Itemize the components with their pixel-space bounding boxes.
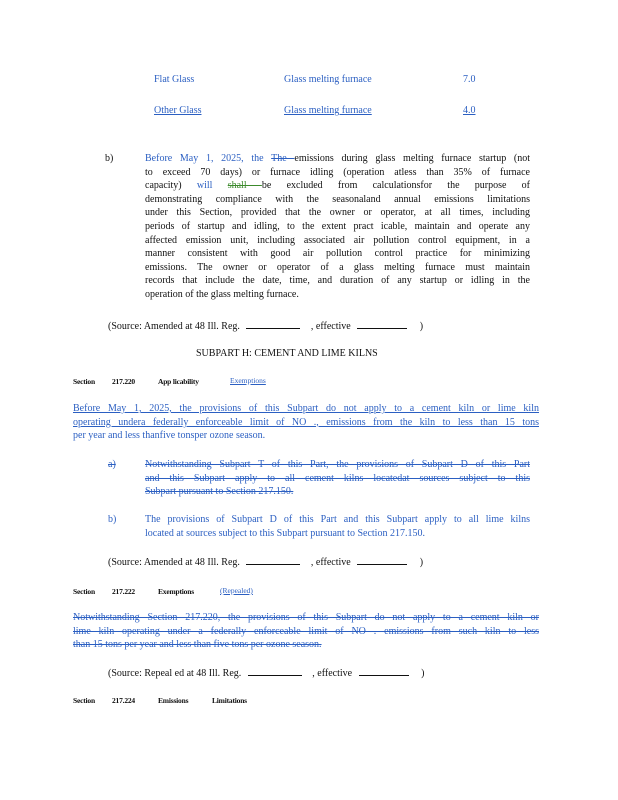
para-b-line	[145, 234, 530, 248]
para-b-line	[145, 288, 530, 302]
source-note-1-close: )	[419, 321, 424, 332]
item-a-paragraph	[145, 458, 530, 499]
para-220-line-3: per year and less thanfive tonsper ozone season.	[73, 430, 266, 442]
table-row-2-process: Glass melting furnace	[284, 105, 372, 116]
para-b-marker: b)	[105, 153, 114, 164]
section-220-number: 217.220	[112, 377, 135, 386]
source-note-3	[108, 666, 424, 681]
para-222-line-2: lime kiln operating under a federally enforceable limit of NO . emissions from such kiln to less	[73, 625, 539, 637]
para-b-line	[145, 179, 530, 193]
source-note-1-date-blank	[357, 319, 407, 329]
para-220-line-2: operating undera federally enforceable limit of NO ., emissions from the kiln to less than 15 tons	[73, 416, 539, 428]
para-220-line-1: Before May 1, 2025, the provisions of this Subpart do not apply to a cement kiln or lime kiln	[73, 403, 539, 414]
table-row-1-category: Flat Glass	[154, 74, 195, 85]
para-222-line-1: Notwithstanding Section 217.220, the provisions of this Subpart do not apply to a cement kiln or	[73, 612, 539, 623]
source-note-2	[108, 555, 423, 570]
table-row-2-category: Other Glass	[154, 105, 202, 116]
para-b-run: capacity)	[145, 180, 197, 192]
para-b-run: The	[271, 153, 295, 164]
para-b-run: records that include the date, time, and duration of any startup or idling in the	[145, 275, 530, 287]
para-b-run: Before May 1, 2025, the	[145, 153, 272, 164]
item-a-line-3: Subpart pursuant to Section 217.150.	[145, 486, 294, 498]
para-b-line	[145, 247, 530, 261]
para-b-run: to exceed 70 days) or furnace idling (operation atless than 35% of furnace	[145, 166, 530, 178]
subpart-title: SUBPART H: CEMENT AND LIME KILNS	[196, 348, 378, 359]
section-220-old-title: App licability	[158, 377, 199, 386]
para-b-run: be excluded from calculationsfor the purpose of	[261, 180, 531, 192]
para-222-line-3: than 15 tons per year and less than five tons per ozone season.	[73, 639, 322, 651]
item-a-marker: a)	[108, 459, 116, 470]
para-b-run: under this Section, provided that the owner or operator, at all times, including	[145, 207, 530, 219]
section-220-label: Section	[73, 377, 95, 386]
para-b-run: demonstrating compliance with the seasonaland annual emissions limitations	[145, 193, 530, 205]
para-b-run: affected emission unit, including associated air pollution control equipment, in a	[145, 234, 530, 246]
table-row-1-process: Glass melting furnace	[284, 74, 372, 85]
source-note-3-close: )	[421, 668, 425, 679]
para-b-line	[145, 166, 530, 180]
para-b-run: emissions. The owner or operator of a glass melting furnace must maintain	[145, 261, 530, 273]
para-b-run: operation of the glass melting furnace.	[145, 288, 299, 300]
para-b-line	[145, 193, 530, 207]
source-note-1	[108, 319, 423, 334]
source-note-1-prefix: (Source: Amended at 48 Ill. Reg.	[108, 321, 240, 332]
section-224-label: Section	[73, 696, 95, 705]
item-b2-marker: b)	[108, 514, 117, 525]
para-b-run: emissions during glass melting furnace startup (not	[294, 153, 531, 164]
section-222-number: 217.222	[112, 587, 135, 596]
section-222-title: Exemptions	[158, 587, 194, 596]
section-224-title: Emissions	[158, 696, 189, 705]
section-222-struck-paragraph	[73, 611, 539, 652]
item-b2-line-2: located at sources subject to this Subpart pursuant to Section 217.150.	[145, 527, 425, 539]
item-b2-line-1: The provisions of Subpart D of this Part and this Subpart apply to all lime kilns	[145, 514, 530, 525]
source-note-2-close: )	[419, 557, 424, 568]
section-224-title-2: Limitations	[212, 696, 247, 705]
para-b-run: manner consistent with good air pollution control practice for minimizing	[145, 248, 530, 260]
cement-kiln-applicability-paragraph	[73, 402, 539, 443]
para-b-line	[145, 206, 530, 220]
source-note-2-reg-blank	[246, 555, 300, 565]
item-a-line-1: Notwithstanding Subpart T of this Part, the provisions of Subpart D of this Part	[145, 459, 530, 470]
section-222-label: Section	[73, 587, 95, 596]
source-note-3-effective: , effective	[312, 668, 353, 679]
section-220-new-title: Exemptions	[230, 376, 266, 385]
source-note-3-prefix: (Source: Repeal ed at 48 Ill. Reg.	[108, 668, 242, 679]
glass-startup-paragraph	[145, 152, 530, 302]
source-note-3-date-blank	[359, 666, 409, 676]
para-b-line	[145, 274, 530, 288]
para-b-line	[145, 152, 530, 166]
table-row-1-value: 7.0	[463, 74, 476, 85]
table-row-2-value: 4.0	[463, 105, 476, 116]
item-b2-paragraph	[145, 513, 530, 540]
item-a-line-2: and this Subpart apply to all cement kilns locatedat sources subject to this	[145, 472, 530, 484]
para-b-run: shall	[227, 180, 262, 192]
source-note-2-prefix: (Source: Amended at 48 Ill. Reg.	[108, 557, 240, 568]
para-b-line	[145, 220, 530, 234]
source-note-1-reg-blank	[246, 319, 300, 329]
section-224-number: 217.224	[112, 696, 135, 705]
source-note-2-date-blank	[357, 555, 407, 565]
para-b-line	[145, 261, 530, 275]
source-note-1-effective: , effective	[310, 321, 351, 332]
source-note-3-reg-blank	[248, 666, 302, 676]
section-222-repealed: (Repealed)	[220, 586, 253, 595]
para-b-run: periods of startup and idling, to the extent pract icable, maintain and operate any	[145, 220, 530, 232]
para-b-run: will	[196, 180, 228, 192]
source-note-2-effective: , effective	[310, 557, 351, 568]
